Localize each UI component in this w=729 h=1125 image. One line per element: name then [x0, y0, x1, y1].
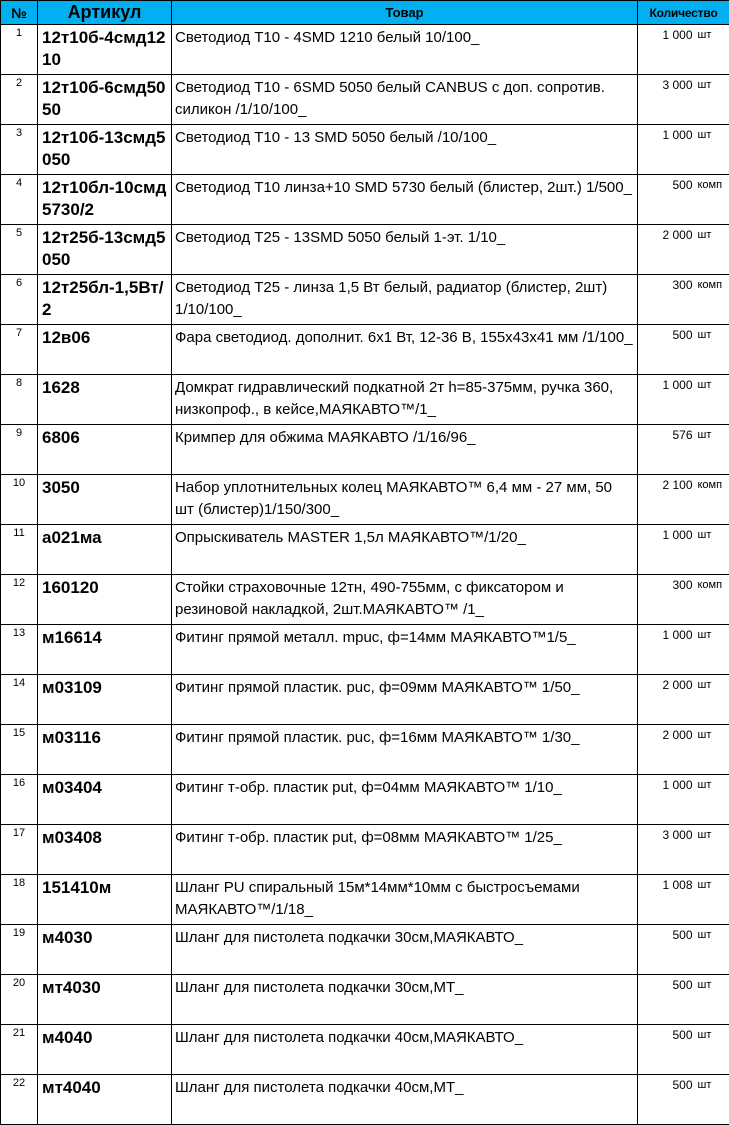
- quantity-value: 2 100: [638, 475, 696, 525]
- article-code: 12т25бл-1,5Вт/2: [38, 275, 172, 325]
- article-code: м4030: [38, 925, 172, 975]
- table-row: [1, 975, 729, 1025]
- quantity-value: 1 000: [638, 525, 696, 575]
- unit-label: шт: [696, 525, 729, 575]
- product-name: Шланг PU спиральный 15м*14мм*10мм с быстросъемами МАЯКАВТО™/1/18_: [172, 875, 638, 925]
- product-name: Кримпер для обжима МАЯКАВТО /1/16/96_: [172, 425, 638, 475]
- product-name: Фитинг прямой пластик. puc, ф=09мм МАЯКАВТО™ 1/50_: [172, 675, 638, 725]
- unit-label: шт: [696, 825, 729, 875]
- article-code: 151410м: [38, 875, 172, 925]
- unit-label: шт: [696, 875, 729, 925]
- row-number: 10: [1, 475, 38, 525]
- article-code: 1628: [38, 375, 172, 425]
- table-row: [1, 1025, 729, 1075]
- table-row: [1, 525, 729, 575]
- product-name: Светодиод Т10 линза+10 SMD 5730 белый (блистер, 2шт.) 1/500_: [172, 175, 638, 225]
- quantity-value: 500: [638, 975, 696, 1025]
- article-code: м03404: [38, 775, 172, 825]
- product-name: Фара светодиод. дополнит. 6х1 Вт, 12-36 В, 155х43х41 мм /1/100_: [172, 325, 638, 375]
- product-name: Светодиод Т10 - 4SMD 1210 белый 10/100_: [172, 25, 638, 75]
- quantity-value: 500: [638, 175, 696, 225]
- table-row: [1, 775, 729, 825]
- row-number: 22: [1, 1075, 38, 1125]
- product-name: Шланг для пистолета подкачки 30см,МТ_: [172, 975, 638, 1025]
- quantity-value: 300: [638, 575, 696, 625]
- quantity-value: 1 000: [638, 25, 696, 75]
- table-row: [1, 875, 729, 925]
- quantity-value: 1 000: [638, 625, 696, 675]
- row-number: 4: [1, 175, 38, 225]
- unit-label: комп: [696, 175, 729, 225]
- quantity-value: 500: [638, 925, 696, 975]
- product-name: Домкрат гидравлический подкатной 2т h=85-375мм, ручка 360, низкопроф., в кейсе,МАЯКАВТО™/1_: [172, 375, 638, 425]
- table-row: [1, 925, 729, 975]
- row-number: 11: [1, 525, 38, 575]
- row-number: 18: [1, 875, 38, 925]
- quantity-value: 1 008: [638, 875, 696, 925]
- product-name: Набор уплотнительных колец МАЯКАВТО™ 6,4 мм - 27 мм, 50 шт (блистер)1/150/300_: [172, 475, 638, 525]
- article-code: м16614: [38, 625, 172, 675]
- article-code: 6806: [38, 425, 172, 475]
- row-number: 20: [1, 975, 38, 1025]
- row-number: 12: [1, 575, 38, 625]
- row-number: 15: [1, 725, 38, 775]
- row-number: 1: [1, 25, 38, 75]
- table-body: [1, 25, 729, 1125]
- table-row: [1, 375, 729, 425]
- row-number: 16: [1, 775, 38, 825]
- product-name: Фитинг прямой пластик. puc, ф=16мм МАЯКАВТО™ 1/30_: [172, 725, 638, 775]
- unit-label: шт: [696, 375, 729, 425]
- table-row: [1, 575, 729, 625]
- header-num: №: [1, 1, 38, 25]
- header-row: [1, 1, 729, 25]
- quantity-value: 1 000: [638, 375, 696, 425]
- unit-label: шт: [696, 725, 729, 775]
- product-name: Светодиод Т10 - 13 SMD 5050 белый /10/100_: [172, 125, 638, 175]
- product-name: Светодиод Т25 - линза 1,5 Вт белый, радиатор (блистер, 2шт) 1/10/100_: [172, 275, 638, 325]
- row-number: 3: [1, 125, 38, 175]
- row-number: 7: [1, 325, 38, 375]
- unit-label: шт: [696, 925, 729, 975]
- product-name: Опрыскиватель MASTER 1,5л МАЯКАВТО™/1/20_: [172, 525, 638, 575]
- article-code: м4040: [38, 1025, 172, 1075]
- table-row: [1, 675, 729, 725]
- unit-label: комп: [696, 475, 729, 525]
- table-row: [1, 1075, 729, 1125]
- row-number: 19: [1, 925, 38, 975]
- table-row: [1, 325, 729, 375]
- unit-label: шт: [696, 425, 729, 475]
- row-number: 14: [1, 675, 38, 725]
- unit-label: шт: [696, 125, 729, 175]
- article-code: 3050: [38, 475, 172, 525]
- table-row: [1, 25, 729, 75]
- unit-label: шт: [696, 75, 729, 125]
- article-code: м03116: [38, 725, 172, 775]
- quantity-value: 500: [638, 1025, 696, 1075]
- quantity-value: 1 000: [638, 775, 696, 825]
- row-number: 5: [1, 225, 38, 275]
- row-number: 21: [1, 1025, 38, 1075]
- table-row: [1, 725, 729, 775]
- table-row: [1, 175, 729, 225]
- quantity-value: 2 000: [638, 225, 696, 275]
- quantity-value: 300: [638, 275, 696, 325]
- table-row: [1, 275, 729, 325]
- row-number: 6: [1, 275, 38, 325]
- unit-label: шт: [696, 775, 729, 825]
- product-name: Стойки страховочные 12тн, 490-755мм, с фиксатором и резиновой накладкой, 2шт.МАЯКАВТО™ /1_: [172, 575, 638, 625]
- article-code: 12т10б-6смд5050: [38, 75, 172, 125]
- quantity-value: 500: [638, 325, 696, 375]
- article-code: мт4040: [38, 1075, 172, 1125]
- table-row: [1, 625, 729, 675]
- product-name: Шланг для пистолета подкачки 30см,МАЯКАВТО_: [172, 925, 638, 975]
- row-number: 17: [1, 825, 38, 875]
- product-name: Фитинг прямой металл. mpuc, ф=14мм МАЯКАВТО™1/5_: [172, 625, 638, 675]
- table-row: [1, 425, 729, 475]
- header-quantity: Количество: [638, 1, 729, 25]
- product-name: Шланг для пистолета подкачки 40см,МТ_: [172, 1075, 638, 1125]
- table-row: [1, 825, 729, 875]
- article-code: 12т10б-4смд1210: [38, 25, 172, 75]
- unit-label: комп: [696, 575, 729, 625]
- quantity-value: 576: [638, 425, 696, 475]
- article-code: 12т10бл-10смд5730/2: [38, 175, 172, 225]
- article-code: мт4030: [38, 975, 172, 1025]
- unit-label: шт: [696, 25, 729, 75]
- unit-label: шт: [696, 675, 729, 725]
- row-number: 9: [1, 425, 38, 475]
- unit-label: шт: [696, 225, 729, 275]
- product-name: Фитинг т-обр. пластик put, ф=08мм МАЯКАВТО™ 1/25_: [172, 825, 638, 875]
- article-code: 160120: [38, 575, 172, 625]
- quantity-value: 2 000: [638, 725, 696, 775]
- unit-label: шт: [696, 1025, 729, 1075]
- table-row: [1, 475, 729, 525]
- table-row: [1, 225, 729, 275]
- article-code: а021ма: [38, 525, 172, 575]
- unit-label: шт: [696, 1075, 729, 1125]
- product-name: Шланг для пистолета подкачки 40см,МАЯКАВТО_: [172, 1025, 638, 1075]
- quantity-value: 2 000: [638, 675, 696, 725]
- unit-label: шт: [696, 325, 729, 375]
- header-article: Артикул: [38, 1, 172, 25]
- quantity-value: 3 000: [638, 825, 696, 875]
- quantity-value: 3 000: [638, 75, 696, 125]
- article-code: 12в06: [38, 325, 172, 375]
- article-code: м03109: [38, 675, 172, 725]
- table-row: [1, 125, 729, 175]
- article-code: м03408: [38, 825, 172, 875]
- quantity-value: 1 000: [638, 125, 696, 175]
- product-name: Светодиод Т10 - 6SMD 5050 белый CANBUS с доп. сопротив. силикон /1/10/100_: [172, 75, 638, 125]
- quantity-value: 500: [638, 1075, 696, 1125]
- unit-label: комп: [696, 275, 729, 325]
- row-number: 13: [1, 625, 38, 675]
- unit-label: шт: [696, 625, 729, 675]
- product-name: Фитинг т-обр. пластик put, ф=04мм МАЯКАВТО™ 1/10_: [172, 775, 638, 825]
- row-number: 2: [1, 75, 38, 125]
- row-number: 8: [1, 375, 38, 425]
- product-name: Светодиод Т25 - 13SMD 5050 белый 1-эт. 1/10_: [172, 225, 638, 275]
- header-product: Товар: [172, 1, 638, 25]
- article-code: 12т25б-13смд5050: [38, 225, 172, 275]
- article-code: 12т10б-13смд5050: [38, 125, 172, 175]
- unit-label: шт: [696, 975, 729, 1025]
- table-row: [1, 75, 729, 125]
